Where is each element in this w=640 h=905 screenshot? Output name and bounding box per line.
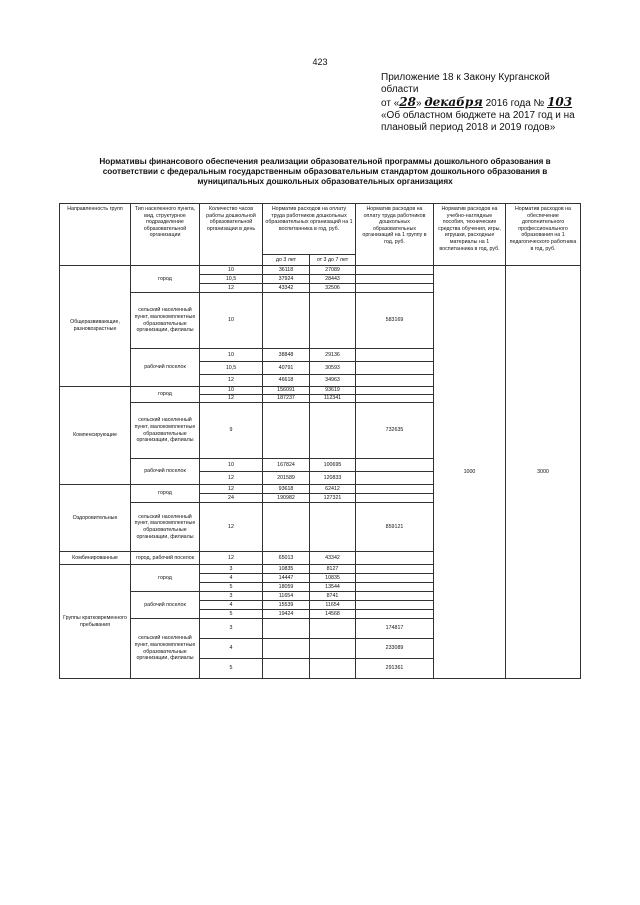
group-combined: Комбинированные [60,552,131,565]
appendix-line-2: от «28» декабря 2016 года № 103 [381,95,573,109]
table-row: 10,5 37924 28443 [60,275,581,284]
table-row: 5 291361 [60,659,581,679]
header-under-3: до 3 лет [263,255,310,266]
header-wage-group: Норматив расходов на оплату труда работников дошкольных образовательных организаций на 1 группу в год, руб. [356,204,434,266]
settlement-rural: сельский населенный пункт, малокомплектные образовательные организации, филиалы [131,293,200,349]
table-row: 5 18059 13544 [60,583,581,592]
handwritten-month: декабря [424,95,483,109]
document-title: Нормативы финансового обеспечения реализации образовательной программы дошкольного образования в соответствии с федеральным государственным образовательным стандартом дошкольного образования в муниципальных дошкольных образовательных организациях [99,157,551,186]
table-row: 24 190982 127321 [60,494,581,503]
settlement-city: город [131,266,200,293]
handwritten-number: 103 [547,95,573,109]
group-general: Общеразвивающие, разновозрастные [60,266,131,387]
header-extra-prof: Норматив расходов на обеспечение дополнительного профессионального образования на 1 педагогического работника в год, руб. [506,204,581,266]
settlement-city: город [131,387,200,403]
table-row: 12 187237 112341 [60,395,581,403]
settlement-rural: сельский населенный пункт, малокомплектные образовательные организации, филиалы [131,503,200,552]
header-3-to-7: от 3 до 7 лет [310,255,356,266]
header-wage: Норматив расходов на оплату труда работников дошкольных образовательных организаций на 1 воспитанника в год, руб. [263,204,356,255]
appendix-line-1: Приложение 18 к Закону Курганской области [381,72,550,95]
settlement-rural: сельский населенный пункт, малокомплектные образовательные организации, филиалы [131,403,200,459]
group-short: Группы кратковременного пребывания [60,565,131,679]
settlement-city-worker: город, рабочий поселок [131,552,200,565]
group-compensating: Компенсирующие [60,387,131,485]
table-row: сельский населенный пункт, малокомплектные образовательные организации, филиалы 9 732635 [60,403,581,459]
table-row: Компенсирующие город 10 156091 93619 [60,387,581,395]
table-row: 5 19424 14568 [60,610,581,619]
extra-prof-value: 3000 [506,266,581,679]
table-row: Общеразвивающие, разновозрастные город 10 36118 27089 1000 3000 [60,266,581,275]
header-direction: Направленность групп [60,204,131,266]
table-row: Оздоровительные город 12 93618 62412 [60,485,581,494]
table-row: рабочий поселок 10 167824 100695 [60,459,581,472]
header-row [60,204,581,255]
table-row: сельский населенный пункт, малокомплектные образовательные организации, филиалы 12 859121 [60,503,581,552]
settlement-worker: рабочий поселок [131,349,200,387]
appendix-line-4: плановый период 2018 и 2019 годов» [381,122,556,133]
table-row: рабочий поселок 3 11654 8741 [60,592,581,601]
settlement-worker: рабочий поселок [131,459,200,485]
norms-table [59,203,581,679]
table-row: рабочий поселок 10 38848 29136 [60,349,581,362]
table-row: 10,5 40791 30593 [60,362,581,375]
table-row: сельский населенный пункт, малокомплектные образовательные организации, филиалы 10 583169 [60,293,581,349]
header-materials: Норматив расходов на учебно-наглядные пособия, технические средства обучения, игры, игрушки, расходные материалы на 1 воспитанника в год, руб. [434,204,506,266]
settlement-rural: сельский населенный пункт, малокомплектные образовательные организации, филиалы [131,619,200,679]
materials-value: 1000 [434,266,506,679]
table-row: сельский населенный пункт, малокомплектные образовательные организации, филиалы 3 174817 [60,619,581,639]
table-row: 12 46618 34963 [60,375,581,387]
settlement-worker: рабочий поселок [131,592,200,619]
handwritten-day: 28 [399,95,416,109]
table-row: 12 43342 32506 [60,284,581,293]
settlement-city: город [131,485,200,503]
table-row: 4 15539 11654 [60,601,581,610]
group-health: Оздоровительные [60,485,131,552]
table-row: Группы кратковременного пребывания город 3 10835 8127 [60,565,581,574]
header-settlement: Тип населенного пункта, вид, структурное подразделение образовательной организации [131,204,200,266]
page-number: 423 [312,57,328,67]
settlement-city: город [131,565,200,592]
table-row: 4 14447 10835 [60,574,581,583]
table-row: 12 201589 120833 [60,472,581,485]
header-hours: Количество часов работы дошкольной образовательной организации в день [200,204,263,266]
appendix-block [381,72,581,134]
appendix-line-3: «Об областном бюджете на 2017 год и на [381,110,575,121]
table-row: 4 233089 [60,639,581,659]
table-row: Комбинированные город, рабочий поселок 12 65013 43342 [60,552,581,565]
